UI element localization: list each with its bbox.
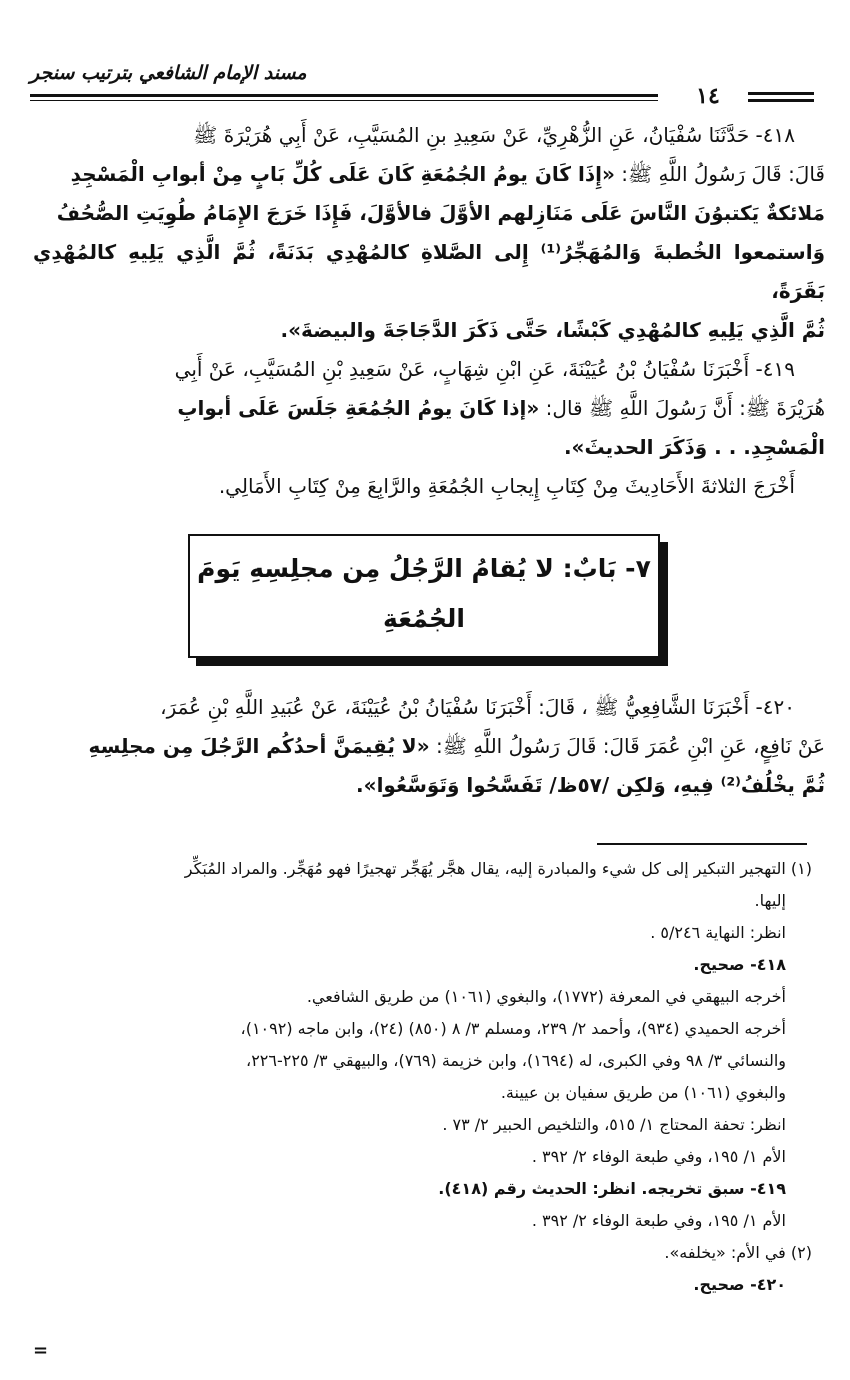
footnote-419-line-1: ٤١٩- سبق تخريجه. انظر: الحديث رقم (٤١٨).	[438, 1179, 786, 1198]
main-text-lower	[33, 688, 825, 805]
footnote-1-line-2: إليها.	[754, 891, 786, 910]
header-rule-bottom	[30, 100, 658, 101]
hadith-419-isnad: هُرَيْرَةَ ﷺ: أَنَّ رَسُولَ اللَّهِ ﷺ قال:	[539, 396, 825, 420]
hadith-418-line-3: مَلائكةٌ يَكتبوُنَ النَّاسَ عَلَى مَنَازِلهم الأوَّلَ فالأوَّلَ، فَإِذَا خَرَجَ الإِمَامُ طُوِيَتِ الصُّحُفُ	[56, 201, 825, 225]
footnote-418-line-1: أخرجه البيهقي في المعرفة (١٧٧٢)، والبغوي (١٠٦١) من طريق الشافعي.	[306, 987, 786, 1006]
header-rule-top	[30, 94, 658, 97]
footnote-419-line-2: الأم ١/ ١٩٥، وفي طبعة الوفاء ٢/ ٣٩٢ .	[531, 1211, 786, 1230]
footnote-1-line-1: (١) التهجير التبكير إلى كل شيء والمبادرة إليه، يقال هجَّر يُهَجِّر تهجيرًا فهو مُهَجِّر. والمراد المُبَكِّر	[184, 859, 812, 878]
footnote-separator	[597, 843, 807, 845]
hadith-419-line-3: الْمَسْجِدِ. . . وَذَكَرَ الحديثَ».	[563, 435, 825, 459]
chapter-heading-box	[188, 534, 660, 658]
footnote-418-grade: ٤١٨- صحيح.	[693, 955, 786, 974]
hadith-420-matn-start: «لا يُقِيمَنَّ أحدُكُم الرَّجُلَ مِن مجلِسِهِ	[88, 734, 430, 758]
hadith-418-line-1: ٤١٨- حَدَّثَنَا سُفْيَانُ، عَنِ الزُّهْرِيِّ، عَنْ سَعِيدِ بنِ المُسَيَّبِ، عَنْ أَبِي هُرَيْرَةَ ﷺ	[193, 123, 795, 147]
hadith-418-matn-start: «إِذَا كَانَ يومُ الجُمُعَةِ كَانَ عَلَى كُلِّ بَابٍ مِنْ أبوابِ الْمَسْجِدِ	[70, 162, 615, 186]
main-text-upper	[33, 116, 825, 506]
hadith-420-line-3: ثُمَّ يخْلُفُ⁽²⁾ فِيهِ، وَلكِن /٥٧ظ/ تَفَسَّحُوا وَتَوَسَّعُوا».	[356, 773, 825, 797]
footnotes	[40, 853, 812, 1301]
footnote-418-line-5: انظر: تحفة المحتاج ١/ ٥١٥، والتلخيص الحبير ٢/ ٧٣ .	[442, 1115, 786, 1134]
page-number: ١٤	[696, 83, 720, 109]
running-header-title: مسند الإمام الشافعي بترتيب سنجر	[30, 62, 307, 84]
page-number-rule-bottom	[748, 99, 814, 102]
hadith-419-line-1: ٤١٩- أَخْبَرَنَا سُفْيَانُ بْنُ عُيَيْنَةَ، عَنِ ابْنِ شِهَابٍ، عَنْ سَعِيدِ بْنِ المُسَيَّبِ، عَنْ أَبِي	[174, 357, 795, 381]
footnote-420-grade: ٤٢٠- صحيح.	[693, 1275, 786, 1294]
footnote-1-line-3: انظر: النهاية ٥/٢٤٦ .	[650, 923, 786, 942]
hadith-420-line-1: ٤٢٠- أَخْبَرَنَا الشَّافِعِيُّ ﷺ ، قَالَ: أَخْبَرَنَا سُفْيَانُ بْنُ عُيَيْنَةَ، عَنْ عُبَيدِ اللَّهِ بْنِ عُمَرَ،	[160, 695, 795, 719]
footnote-2: (٢) في الأم: «يخلفه».	[664, 1243, 812, 1262]
page-number-rule-top	[748, 92, 814, 95]
margin-mark: =	[33, 1340, 49, 1361]
hadith-418-line-2	[33, 155, 825, 194]
hadith-419-matn-start: «إذا كَانَ يومُ الجُمُعَةِ جَلَسَ عَلَى أبوابِ	[177, 396, 540, 420]
footnote-418-line-2: أخرجه الحميدي (٩٣٤)، وأحمد ٢/ ٢٣٩، ومسلم ٣/ ٨ (٨٥٠) (٢٤)، وابن ماجه (١٠٩٢)،	[240, 1019, 786, 1038]
hadith-420-line-2	[33, 727, 825, 766]
hadith-419-line-2	[33, 389, 825, 428]
footnote-418-line-4: والبغوي (١٠٦١) من طريق سفيان بن عيينة.	[500, 1083, 786, 1102]
hadith-420-isnad: عَنْ نَافِعٍ، عَنِ ابْنِ عُمَرَ قَالَ: قَالَ رَسُولُ اللَّهِ ﷺ:	[429, 734, 825, 758]
footnote-418-line-6: الأم ١/ ١٩٥، وفي طبعة الوفاء ٢/ ٣٩٢ .	[531, 1147, 786, 1166]
takhrij-note: أَخْرَجَ الثلاثةَ الأَحَادِيثَ مِنْ كِتَابِ إِيجابِ الجُمُعَةِ والرَّابِعَ مِنْ كِتَابِ الأَمَالِي.	[218, 474, 795, 498]
chapter-heading-line-2: الجُمُعَةِ	[382, 604, 465, 633]
hadith-418-isnad: قَالَ: قَالَ رَسُولُ اللَّهِ ﷺ:	[614, 162, 825, 186]
chapter-heading-line-1: ٧- بَابٌ: لا يُقامُ الرَّجُلُ مِن مجلِسِهِ يَومَ	[197, 554, 651, 583]
footnote-418-line-3: والنسائي ٣/ ٩٨ وفي الكبرى، له (١٦٩٤)، وابن خزيمة (٧٦٩)، والبيهقي ٣/ ٢٢٥-٢٢٦،	[246, 1051, 786, 1070]
hadith-418-line-4: وَاستمعوا الخُطبةَ وَالمُهَجِّرُ⁽¹⁾ إِلى الصَّلاةِ كالمُهْدِي بَدَنَةً، ثُمَّ الَّذِي يَلِيهِ كالمُهْدِي بَقَرَةً،	[33, 240, 825, 303]
hadith-418-line-5: ثُمَّ الَّذِي يَلِيهِ كالمُهْدِي كَبْشًا، حَتَّى ذَكَرَ الدَّجَاجَةَ والبيضةَ».	[280, 318, 825, 342]
